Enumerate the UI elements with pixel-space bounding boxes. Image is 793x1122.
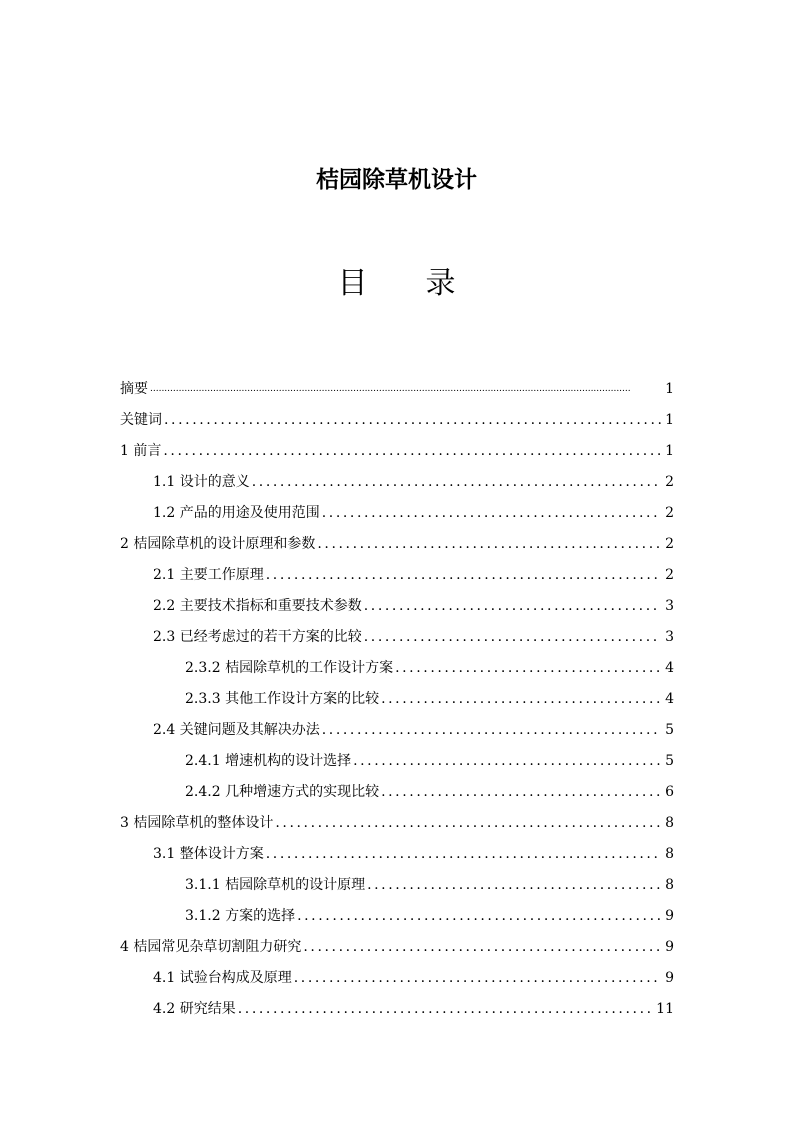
toc-leader [364,597,661,615]
toc-leader [303,938,661,956]
toc-entry-abstract[interactable] [120,367,674,398]
toc-entry-page: 5 [665,753,674,769]
toc-leader [297,907,661,925]
toc-entry-title: 2.3 已经考虑过的若干方案的比较 [153,629,362,645]
toc-entry-title: 2.4.2 几种增速方式的实现比较 [185,784,380,800]
toc-entry-page: 1 [665,412,674,428]
toc-entry-1-1[interactable] [120,460,674,491]
toc-leader [163,442,661,460]
toc-leader [266,845,661,863]
toc-entry-title: 4.1 试验台构成及原理 [153,970,292,986]
toc-leader [266,566,661,584]
toc-entry-title: 2.3.2 桔园除草机的工作设计方案 [185,660,394,676]
toc-entry-2-4-1[interactable] [120,739,674,770]
toc-entry-page: 5 [665,722,674,738]
toc-entry-2-4[interactable] [120,708,674,739]
toc-entry-page: 8 [665,815,674,831]
toc-entry-title: 2.4.1 增速机构的设计选择 [185,753,352,769]
toc-leader [150,380,661,398]
toc-entry-page: 9 [665,908,674,924]
toc-leader [364,628,661,646]
toc-entry-3-1-1[interactable] [120,863,674,894]
toc-entry-page: 4 [665,660,674,676]
toc-entry-title: 3.1.1 桔园除草机的设计原理 [185,877,366,893]
table-of-contents [120,367,674,1018]
toc-leader [381,690,661,708]
toc-entry-1-2[interactable] [120,491,674,522]
toc-entry-3[interactable] [120,801,674,832]
toc-entry-4-2[interactable] [120,987,674,1018]
toc-leader [367,876,661,894]
toc-leader [294,969,661,987]
toc-entry-keywords[interactable] [120,398,674,429]
toc-entry-page: 2 [665,536,674,552]
toc-leader [395,659,661,677]
toc-entry-page: 9 [665,970,674,986]
toc-leader [322,721,661,739]
toc-entry-title: 3.1 整体设计方案 [153,846,264,862]
toc-entry-page: 8 [665,846,674,862]
toc-entry-page: 1 [665,381,674,397]
toc-entry-2-2[interactable] [120,584,674,615]
toc-leader [317,535,661,553]
toc-entry-3-1[interactable] [120,832,674,863]
toc-entry-title: 4 桔园常见杂草切割阻力研究 [120,939,302,955]
toc-entry-title: 2.3.3 其他工作设计方案的比较 [185,691,380,707]
toc-entry-title: 2.4 关键问题及其解决办法 [153,722,320,738]
toc-entry-title: 2.1 主要工作原理 [153,567,264,583]
toc-leader [381,783,661,801]
toc-entry-title: 1.1 设计的意义 [153,474,250,490]
toc-entry-title: 2.2 主要技术指标和重要技术参数 [153,598,362,614]
document-title: 桔园除草机设计 [316,167,477,193]
toc-entry-page: 3 [665,598,674,614]
toc-leader [275,814,661,832]
toc-heading [0,262,793,306]
toc-entry-title: 2 桔园除草机的设计原理和参数 [120,536,316,552]
toc-entry-title: 摘要 [120,381,148,397]
toc-entry-page: 2 [665,567,674,583]
toc-leader [164,411,661,429]
toc-entry-page: 4 [665,691,674,707]
toc-entry-3-1-2[interactable] [120,894,674,925]
toc-leader [252,473,661,491]
toc-entry-2-4-2[interactable] [120,770,674,801]
toc-leader [353,752,661,770]
toc-entry-title: 4.2 研究结果 [153,1001,236,1017]
toc-entry-2[interactable] [120,522,674,553]
toc-entry-title: 关键词 [120,412,162,428]
toc-entry-4[interactable] [120,925,674,956]
toc-entry-page: 1 [665,443,674,459]
toc-entry-page: 2 [665,474,674,490]
toc-entry-2-3-3[interactable] [120,677,674,708]
toc-leader [322,504,661,522]
toc-entry-page: 2 [665,505,674,521]
toc-entry-preface[interactable] [120,429,674,460]
toc-entry-2-1[interactable] [120,553,674,584]
toc-entry-page: 8 [665,877,674,893]
toc-entry-2-3[interactable] [120,615,674,646]
toc-leader [238,1000,652,1018]
toc-entry-title: 1.2 产品的用途及使用范围 [153,505,320,521]
toc-heading-right: 录 [425,266,456,301]
toc-entry-page: 11 [656,1001,674,1017]
toc-entry-title: 3.1.2 方案的选择 [185,908,296,924]
toc-heading-left: 目 [337,266,368,301]
toc-entry-page: 6 [665,784,674,800]
toc-entry-2-3-2[interactable] [120,646,674,677]
toc-entry-title: 1 前言 [120,443,162,459]
toc-entry-page: 3 [665,629,674,645]
toc-entry-page: 9 [665,939,674,955]
toc-entry-title: 3 桔园除草机的整体设计 [120,815,274,831]
toc-entry-4-1[interactable] [120,956,674,987]
